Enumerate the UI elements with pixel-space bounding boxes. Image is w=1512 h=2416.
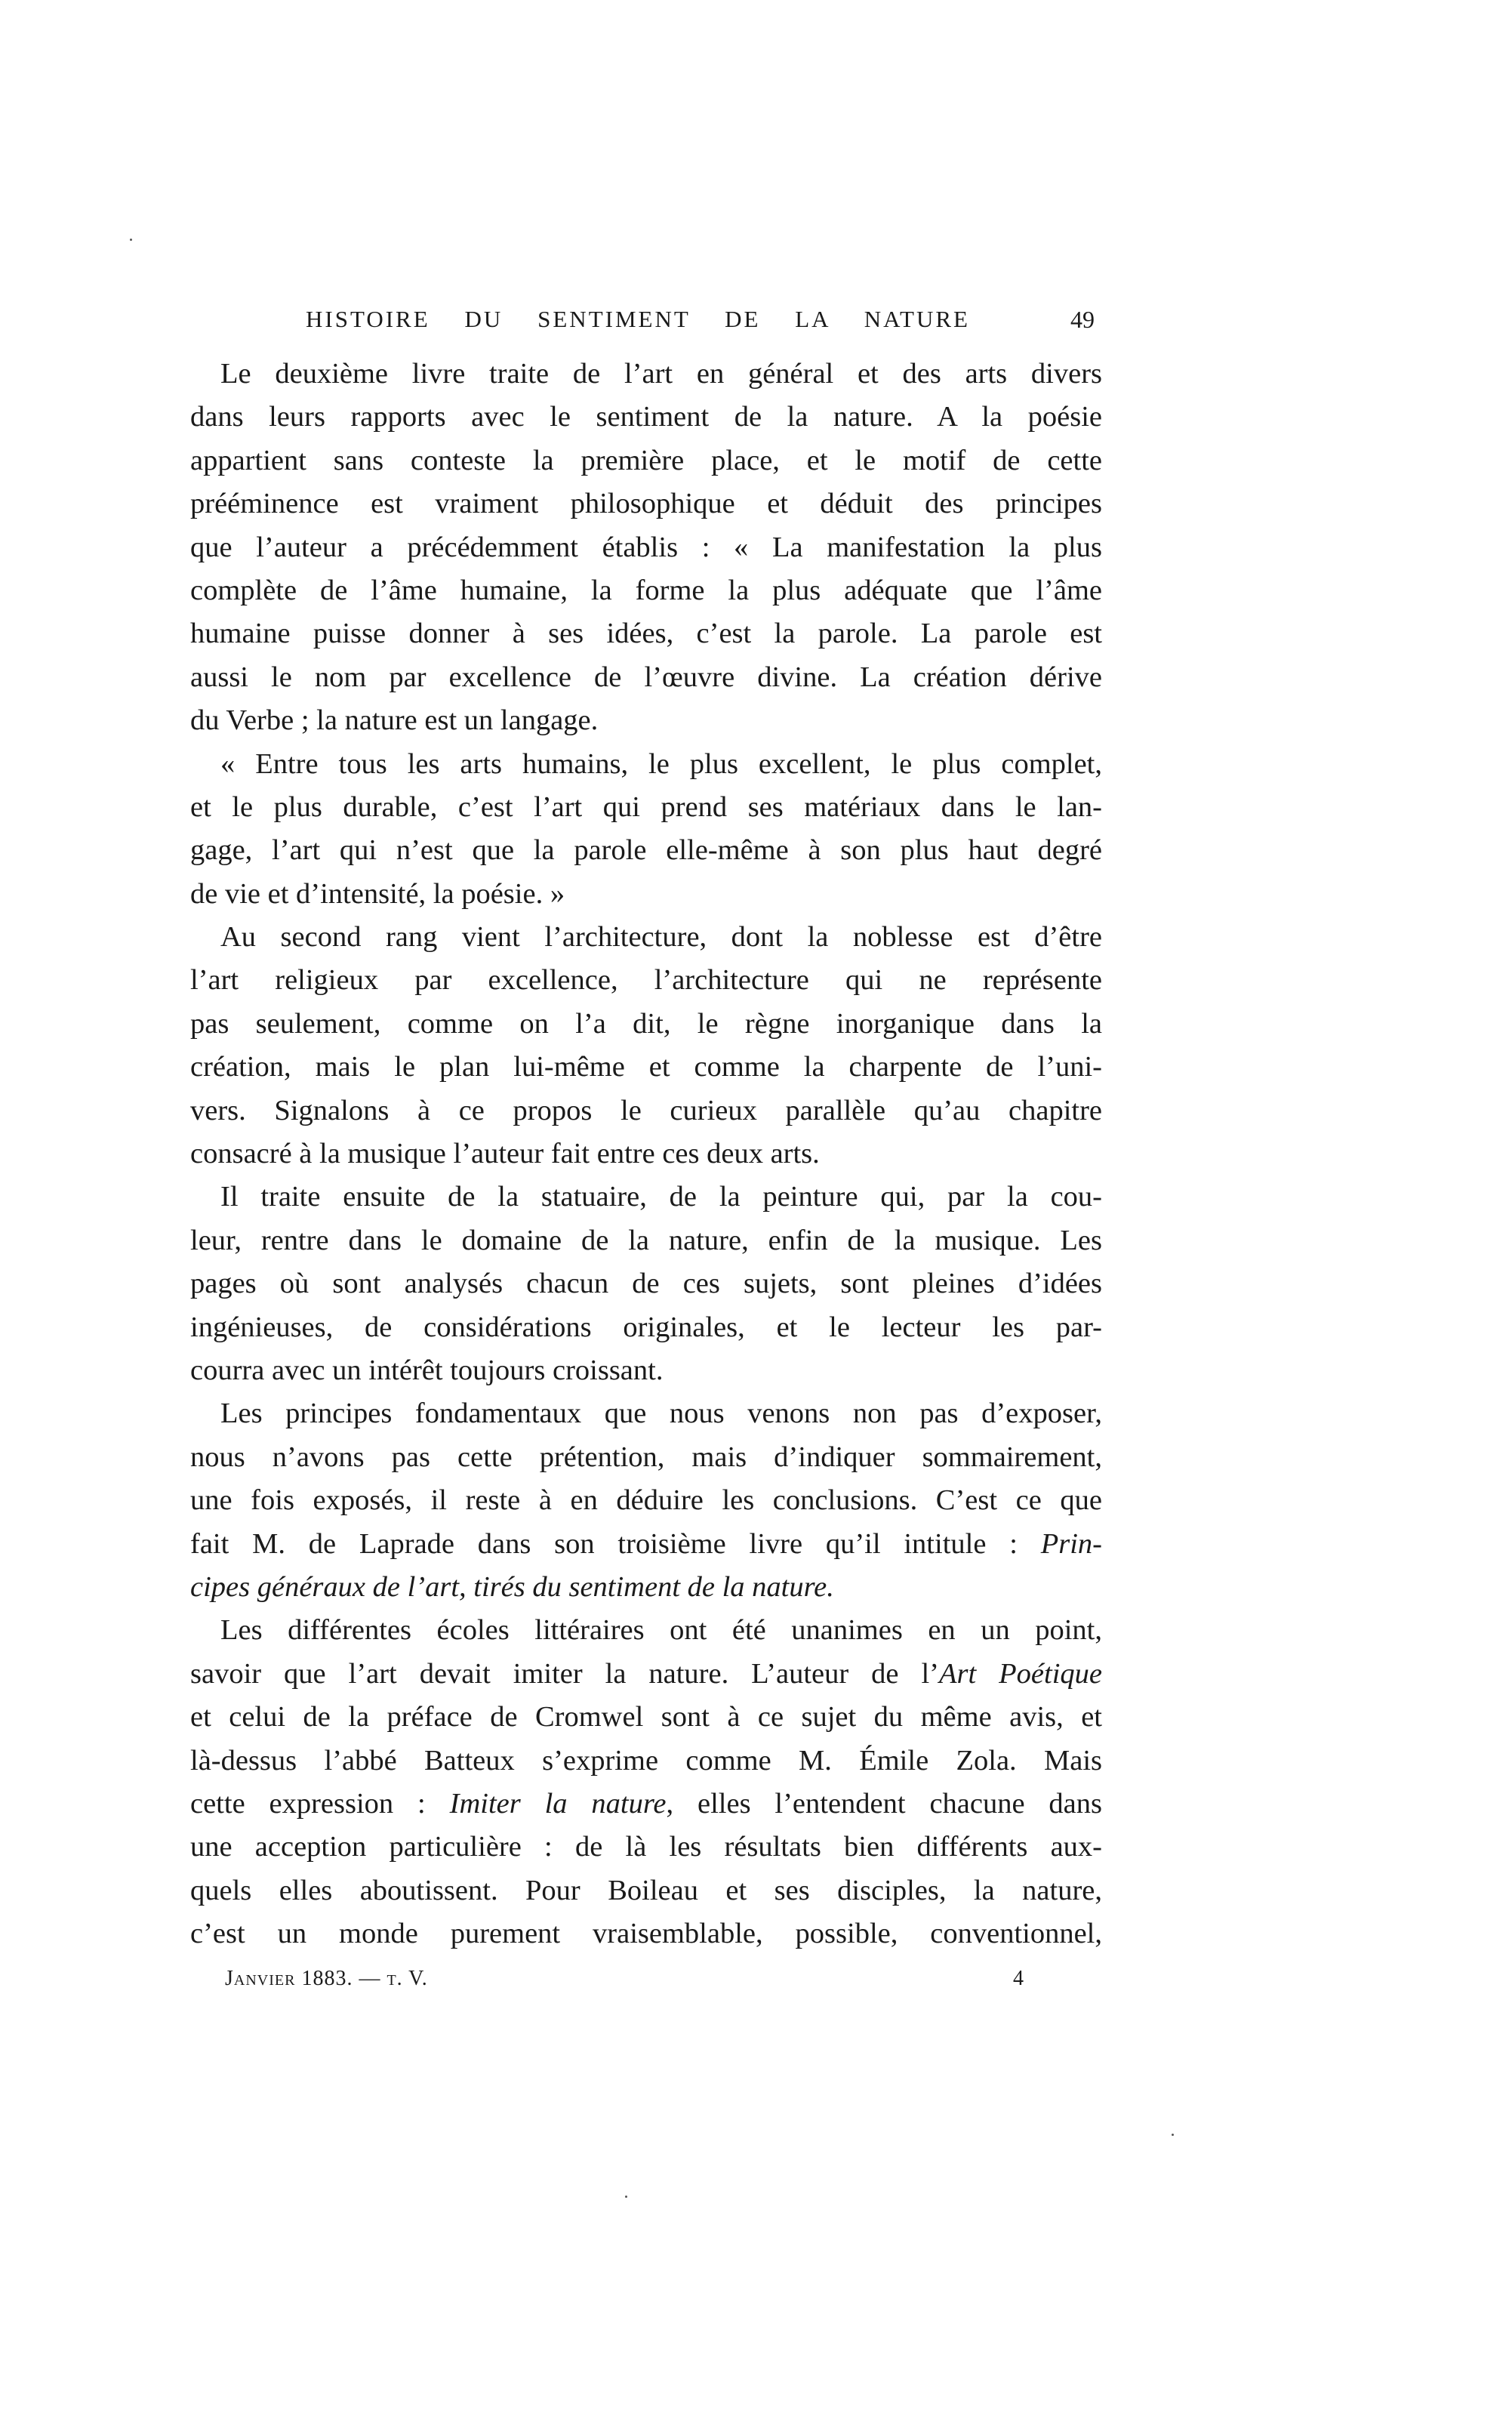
text-line bbox=[190, 873, 1102, 916]
text-run: , elles l’entendent chacune dans bbox=[666, 1787, 1103, 1820]
text-run: consacré à la musique l’auteur fait entre ces deux arts. bbox=[190, 1138, 820, 1170]
text-run: gage, l’art qui n’est que la parole elle-même à son plus haut degré bbox=[190, 834, 1102, 867]
text-line bbox=[190, 959, 1102, 1002]
text-run: cette expression : bbox=[190, 1787, 450, 1820]
text-line bbox=[190, 526, 1102, 569]
text-run: Au second rang vient l’architecture, dont la noblesse est d’être bbox=[220, 921, 1102, 954]
text-line bbox=[190, 1653, 1102, 1696]
text-run: fait M. de Laprade dans son troisième livre qu’il intitule : bbox=[190, 1527, 1041, 1560]
scan-speck bbox=[1172, 2134, 1174, 2136]
text-line bbox=[190, 656, 1102, 699]
scan-speck bbox=[130, 239, 132, 241]
scan-speck bbox=[625, 2196, 627, 2198]
italic-text: Art Poétique bbox=[938, 1657, 1102, 1690]
text-line bbox=[190, 1392, 1102, 1435]
text-line bbox=[190, 1219, 1102, 1262]
text-run: Le deuxième livre traite de l’art en général et des arts divers bbox=[220, 358, 1102, 390]
text-line bbox=[190, 1046, 1102, 1089]
paragraph bbox=[190, 1609, 1102, 1955]
text-run: création, mais le plan lui-même et comme la charpente de l’uni- bbox=[190, 1051, 1102, 1083]
paragraph bbox=[190, 916, 1102, 1176]
text-line bbox=[190, 1523, 1102, 1566]
text-run: vers. Signalons à ce propos le curieux parallèle qu’au chapitre bbox=[190, 1094, 1102, 1126]
text-line bbox=[190, 353, 1102, 396]
paragraph bbox=[190, 743, 1102, 917]
text-line bbox=[190, 1696, 1102, 1739]
text-line bbox=[190, 396, 1102, 439]
text-run: quels elles aboutissent. Pour Boileau et ses disciples, la nature, bbox=[190, 1874, 1102, 1906]
text-line bbox=[190, 1436, 1102, 1479]
text-run: que l’auteur a précédemment établis : « La manifestation la plus bbox=[190, 531, 1102, 563]
text-run: de vie et d’intensité, la poésie. » bbox=[190, 877, 565, 910]
text-line bbox=[190, 829, 1102, 872]
text-run: pas seulement, comme on l’a dit, le règne inorganique dans la bbox=[190, 1007, 1102, 1040]
text-run: dans leurs rapports avec le sentiment de la nature. A la poésie bbox=[190, 401, 1102, 433]
text-line bbox=[190, 786, 1102, 829]
text-line bbox=[190, 1912, 1102, 1955]
text-run: aussi le nom par excellence de l’œuvre divine. La création dérive bbox=[190, 661, 1102, 693]
italic-text: Imiter la nature bbox=[449, 1787, 667, 1820]
text-run: « Entre tous les arts humains, le plus excellent, le plus complet, bbox=[220, 747, 1102, 780]
paragraph bbox=[190, 353, 1102, 743]
text-run: nous n’avons pas cette prétention, mais d’indiquer sommairement, bbox=[190, 1441, 1102, 1473]
text-line bbox=[190, 699, 1102, 742]
body-text bbox=[190, 353, 1102, 1955]
text-run: leur, rentre dans le domaine de la nature, enfin de la musique. Les bbox=[190, 1224, 1102, 1256]
text-line bbox=[190, 1089, 1102, 1132]
text-run: une acception particulière : de là les résultats bien différents aux- bbox=[190, 1831, 1102, 1863]
text-line bbox=[190, 1349, 1102, 1392]
text-line bbox=[190, 1609, 1102, 1652]
text-line bbox=[190, 1306, 1102, 1349]
footer-sheet-number: 4 bbox=[1013, 1967, 1024, 1990]
italic-text: Prin- bbox=[1040, 1527, 1102, 1560]
text-run: c’est un monde purement vraisemblable, possible, conventionnel, bbox=[190, 1918, 1102, 1950]
text-run: pages où sont analysés chacun de ces sujets, sont pleines d’idées bbox=[190, 1268, 1102, 1300]
text-line bbox=[190, 569, 1102, 612]
text-run: savoir que l’art devait imiter la nature. L’auteur de l’ bbox=[190, 1657, 939, 1690]
text-line bbox=[190, 1003, 1102, 1046]
text-run: du Verbe ; la nature est un langage. bbox=[190, 704, 599, 737]
text-line bbox=[190, 1132, 1102, 1176]
text-run: l’art religieux par excellence, l’architecture qui ne représente bbox=[190, 964, 1102, 997]
text-line bbox=[190, 1479, 1102, 1522]
text-line bbox=[190, 1783, 1102, 1826]
text-line bbox=[190, 439, 1102, 482]
page-number: 49 bbox=[1070, 306, 1095, 333]
text-run: et celui de la préface de Cromwel sont à ce sujet du même avis, et bbox=[190, 1701, 1102, 1733]
text-line bbox=[190, 1566, 1102, 1609]
footer-signature-mark: Janvier 1883. — t. V. bbox=[225, 1967, 428, 1990]
text-line bbox=[190, 916, 1102, 959]
text-line bbox=[190, 1869, 1102, 1912]
text-line bbox=[190, 482, 1102, 525]
text-line bbox=[190, 743, 1102, 786]
text-run: là-dessus l’abbé Batteux s’exprime comme M. Émile Zola. Mais bbox=[190, 1744, 1102, 1777]
text-run: une fois exposés, il reste à en déduire les conclusions. C’est ce que bbox=[190, 1484, 1102, 1517]
text-run: ingénieuses, de considérations originales, et le lecteur les par- bbox=[190, 1311, 1102, 1343]
paragraph bbox=[190, 1392, 1102, 1609]
text-run: Les principes fondamentaux que nous venons non pas d’exposer, bbox=[220, 1398, 1102, 1430]
text-run: Les différentes écoles littéraires ont été unanimes en un point, bbox=[220, 1614, 1102, 1647]
italic-text: cipes généraux de l’art, tirés du sentiment de la nature. bbox=[190, 1570, 834, 1603]
text-line bbox=[190, 1826, 1102, 1869]
text-run: complète de l’âme humaine, la forme la plus adéquate que l’âme bbox=[190, 574, 1102, 606]
text-run: courra avec un intérêt toujours croissant. bbox=[190, 1354, 664, 1386]
text-run: et le plus durable, c’est l’art qui prend ses matériaux dans le lan- bbox=[190, 790, 1102, 823]
text-line bbox=[190, 1262, 1102, 1305]
text-run: humaine puisse donner à ses idées, c’est la parole. La parole est bbox=[190, 618, 1102, 650]
text-run: Il traite ensuite de la statuaire, de la peinture qui, par la cou- bbox=[220, 1181, 1102, 1213]
text-run: prééminence est vraiment philosophique et déduit des principes bbox=[190, 488, 1102, 520]
running-header-title: HISTOIRE DU SENTIMENT DE LA NATURE bbox=[306, 306, 970, 332]
text-line bbox=[190, 1740, 1102, 1783]
text-run: appartient sans conteste la première place, et le motif de cette bbox=[190, 444, 1102, 476]
text-line bbox=[190, 1176, 1102, 1219]
paragraph bbox=[190, 1176, 1102, 1392]
text-line bbox=[190, 612, 1102, 655]
